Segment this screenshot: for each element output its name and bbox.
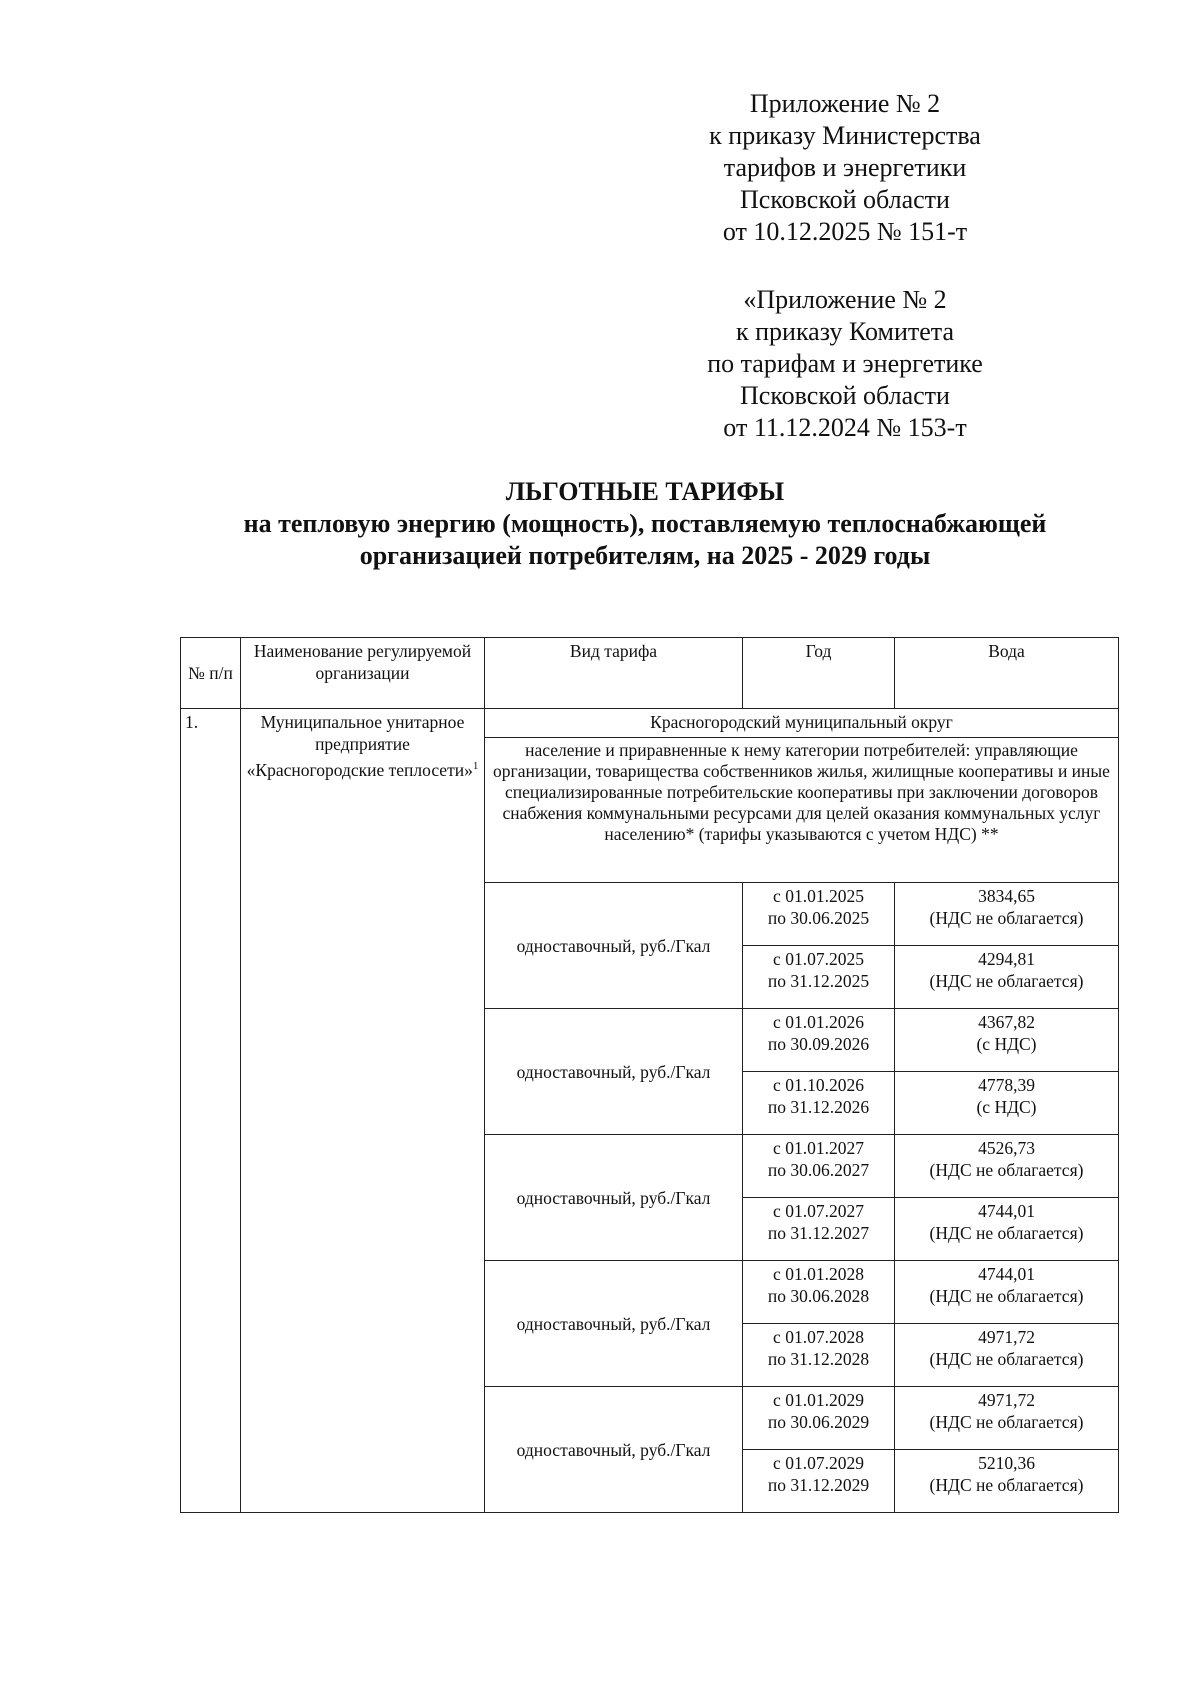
district-cell: Красногородский муниципальный округ bbox=[485, 709, 1119, 738]
period-cell bbox=[743, 1450, 895, 1513]
period-from: с 01.01.2025 bbox=[773, 886, 864, 906]
tariff-value-cell bbox=[895, 1009, 1119, 1072]
appendix-line: по тарифам и энергетике bbox=[707, 349, 983, 378]
tariff-value-cell bbox=[895, 1198, 1119, 1261]
consumer-category-cell: население и приравненные к нему категории потребителей: управляющие организации, товарищества собственников жилья, жилищные кооперативы и иные специализированные потребительские кооперативы при заключении договоров снабжения коммунальными ресурсами для целей оказания коммунальных услуг населению* (тарифы указываются с учетом НДС) ** bbox=[485, 738, 1119, 883]
tariff-value: 4526,73 bbox=[978, 1138, 1035, 1158]
tariff-value-cell bbox=[895, 1261, 1119, 1324]
vat-note: (с НДС) bbox=[976, 1097, 1037, 1117]
vat-note: (НДС не облагается) bbox=[929, 1412, 1084, 1432]
period-cell bbox=[743, 1072, 895, 1135]
tariff-value-cell bbox=[895, 1387, 1119, 1450]
appendix-line: тарифов и энергетики bbox=[723, 153, 967, 182]
period-from: с 01.01.2028 bbox=[773, 1264, 864, 1284]
tariff-value: 4971,72 bbox=[978, 1327, 1035, 1347]
period-to: по 31.12.2029 bbox=[767, 1475, 870, 1495]
tariff-type-cell: одноставочный, руб./Гкал bbox=[485, 1261, 743, 1387]
period-cell bbox=[743, 1198, 895, 1261]
header-num: № п/п bbox=[181, 638, 241, 709]
period-from: с 01.07.2025 bbox=[773, 949, 864, 969]
period-cell bbox=[743, 1387, 895, 1450]
title-line-3: организацией потребителям, на 2025 - 2029 годы bbox=[359, 541, 931, 570]
period-to: по 31.12.2026 bbox=[767, 1097, 870, 1117]
period-cell bbox=[743, 883, 895, 946]
period-cell bbox=[743, 1324, 895, 1387]
tariff-type-cell: одноставочный, руб./Гкал bbox=[485, 1009, 743, 1135]
org-footnote-mark: 1 bbox=[472, 760, 479, 772]
tariff-type-cell: одноставочный, руб./Гкал bbox=[485, 1135, 743, 1261]
row-number: 1. bbox=[181, 709, 241, 1513]
vat-note: (НДС не облагается) bbox=[929, 1349, 1084, 1369]
tariff-value: 3834,65 bbox=[978, 886, 1035, 906]
tariff-value-cell bbox=[895, 1072, 1119, 1135]
period-from: с 01.01.2027 bbox=[773, 1138, 864, 1158]
period-to: по 31.12.2027 bbox=[767, 1223, 870, 1243]
appendix-line: к приказу Министерства bbox=[709, 121, 981, 150]
period-to: по 31.12.2028 bbox=[767, 1349, 870, 1369]
tariff-value-cell bbox=[895, 1450, 1119, 1513]
header-year: Год bbox=[743, 638, 895, 709]
period-cell bbox=[743, 946, 895, 1009]
period-cell bbox=[743, 1009, 895, 1072]
appendix-line: от 10.12.2025 № 151-т bbox=[722, 217, 968, 246]
appendix-line: Псковской области bbox=[740, 381, 950, 410]
tariff-value-cell bbox=[895, 946, 1119, 1009]
tariff-value: 5210,36 bbox=[978, 1453, 1035, 1473]
appendix-line: к приказу Комитета bbox=[735, 317, 954, 346]
vat-note: (НДС не облагается) bbox=[929, 908, 1084, 928]
appendix-line: «Приложение № 2 bbox=[743, 285, 947, 314]
table-header-row bbox=[181, 638, 1119, 709]
period-from: с 01.07.2027 bbox=[773, 1201, 864, 1221]
tariff-value: 4744,01 bbox=[978, 1264, 1035, 1284]
tariff-table bbox=[180, 637, 1119, 1513]
title-line-2: на тепловую энергию (мощность), поставляемую теплоснабжающей bbox=[243, 509, 1047, 538]
vat-note: (НДС не облагается) bbox=[929, 1223, 1084, 1243]
period-cell bbox=[743, 1261, 895, 1324]
header-org: Наименование регулируемой организации bbox=[241, 638, 485, 709]
period-cell bbox=[743, 1135, 895, 1198]
appendix-line: Приложение № 2 bbox=[749, 89, 941, 118]
period-from: с 01.07.2028 bbox=[773, 1327, 864, 1347]
period-to: по 30.06.2029 bbox=[767, 1412, 870, 1432]
appendix-line: от 11.12.2024 № 153-т bbox=[723, 413, 967, 442]
vat-note: (НДС не облагается) bbox=[929, 1160, 1084, 1180]
period-to: по 30.06.2028 bbox=[767, 1286, 870, 1306]
period-to: по 30.06.2027 bbox=[767, 1160, 870, 1180]
tariff-value-cell bbox=[895, 1135, 1119, 1198]
tariff-value: 4294,81 bbox=[978, 949, 1035, 969]
vat-note: (с НДС) bbox=[976, 1034, 1037, 1054]
org-name: Муниципальное унитарное предприятие «Красногородские теплосети» bbox=[246, 712, 473, 780]
tariff-type-cell: одноставочный, руб./Гкал bbox=[485, 1387, 743, 1513]
appendix-header-current bbox=[660, 88, 1030, 248]
period-from: с 01.07.2029 bbox=[773, 1453, 864, 1473]
period-to: по 30.06.2025 bbox=[767, 908, 870, 928]
period-from: с 01.01.2026 bbox=[773, 1012, 864, 1032]
period-from: с 01.10.2026 bbox=[773, 1075, 864, 1095]
appendix-line: Псковской области bbox=[740, 185, 950, 214]
table-row bbox=[181, 709, 1119, 738]
tariff-type-cell: одноставочный, руб./Гкал bbox=[485, 883, 743, 1009]
period-to: по 31.12.2025 bbox=[767, 971, 870, 991]
tariff-value: 4971,72 bbox=[978, 1390, 1035, 1410]
tariff-value: 4367,82 bbox=[978, 1012, 1035, 1032]
tariff-value: 4778,39 bbox=[978, 1075, 1035, 1095]
tariff-value: 4744,01 bbox=[978, 1201, 1035, 1221]
org-name-cell bbox=[241, 709, 485, 1513]
vat-note: (НДС не облагается) bbox=[929, 971, 1084, 991]
header-type: Вид тарифа bbox=[485, 638, 743, 709]
header-value: Вода bbox=[895, 638, 1119, 709]
vat-note: (НДС не облагается) bbox=[929, 1475, 1084, 1495]
tariff-value-cell bbox=[895, 883, 1119, 946]
period-from: с 01.01.2029 bbox=[773, 1390, 864, 1410]
period-to: по 30.09.2026 bbox=[767, 1034, 870, 1054]
title-line-main: ЛЬГОТНЫЕ ТАРИФЫ bbox=[505, 477, 785, 506]
appendix-header-previous bbox=[660, 284, 1030, 444]
document-title bbox=[170, 476, 1120, 572]
vat-note: (НДС не облагается) bbox=[929, 1286, 1084, 1306]
tariff-value-cell bbox=[895, 1324, 1119, 1387]
